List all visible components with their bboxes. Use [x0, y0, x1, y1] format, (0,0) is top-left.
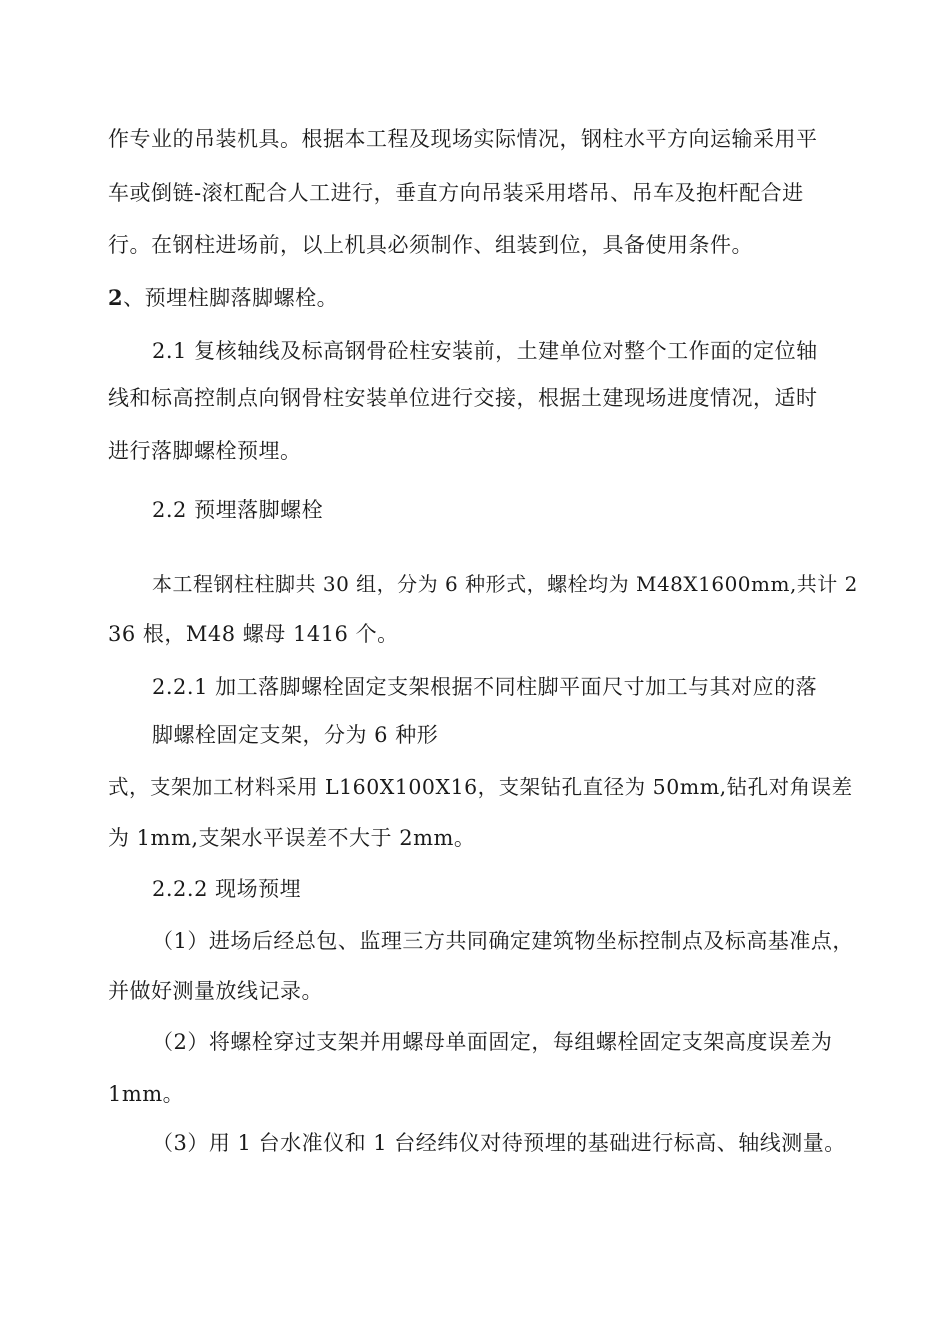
subsection-heading: 2.2.2 现场预埋 — [152, 877, 302, 901]
paragraph-line: 并做好测量放线记录。 — [108, 979, 323, 1003]
section-title: 、预埋柱脚落脚螺栓。 — [123, 286, 339, 310]
paragraph-line: 进行落脚螺栓预埋。 — [108, 439, 302, 463]
paragraph-line: 行。在钢柱进场前，以上机具必须制作、组装到位，具备使用条件。 — [108, 233, 753, 257]
paragraph-line: （3）用 1 台水准仪和 1 台经纬仪对待预埋的基础进行标高、轴线测量。 — [152, 1131, 846, 1155]
paragraph-line: 36 根，M48 螺母 1416 个。 — [108, 622, 399, 646]
paragraph-line: 1mm。 — [108, 1082, 185, 1106]
subsection-heading: 2.2 预埋落脚螺栓 — [152, 498, 324, 522]
paragraph-line: 2.2.1 加工落脚螺栓固定支架根据不同柱脚平面尺寸加工与其对应的落 — [152, 675, 818, 699]
paragraph-line: 2.1 复核轴线及标高钢骨砼柱安装前，土建单位对整个工作面的定位轴 — [152, 339, 818, 363]
paragraph-line: 为 1mm,支架水平误差不大于 2mm。 — [108, 826, 476, 850]
paragraph-line: 本工程钢柱柱脚共 30 组，分为 6 种形式，螺栓均为 M48X1600mm,共计 2 — [152, 572, 858, 596]
paragraph-line: 式，支架加工材料采用 L160X100X16，支架钻孔直径为 50mm,钻孔对角误差 — [108, 775, 853, 799]
section-heading — [108, 284, 338, 312]
paragraph-line: 脚螺栓固定支架，分为 6 种形 — [152, 723, 439, 747]
section-number: 2 — [108, 285, 124, 310]
paragraph-line: （2）将螺栓穿过支架并用螺母单面固定，每组螺栓固定支架高度误差为 — [152, 1030, 833, 1054]
paragraph-line: 作专业的吊装机具。根据本工程及现场实际情况，钢柱水平方向运输采用平 — [108, 127, 818, 151]
paragraph-line: 车或倒链-滚杠配合人工进行，垂直方向吊装采用塔吊、吊车及抱杆配合进 — [108, 181, 804, 205]
paragraph-line: （1）进场后经总包、监理三方共同确定建筑物坐标控制点及标高基准点， — [152, 929, 854, 953]
paragraph-line: 线和标高控制点向钢骨柱安装单位进行交接，根据土建现场进度情况，适时 — [108, 386, 818, 410]
